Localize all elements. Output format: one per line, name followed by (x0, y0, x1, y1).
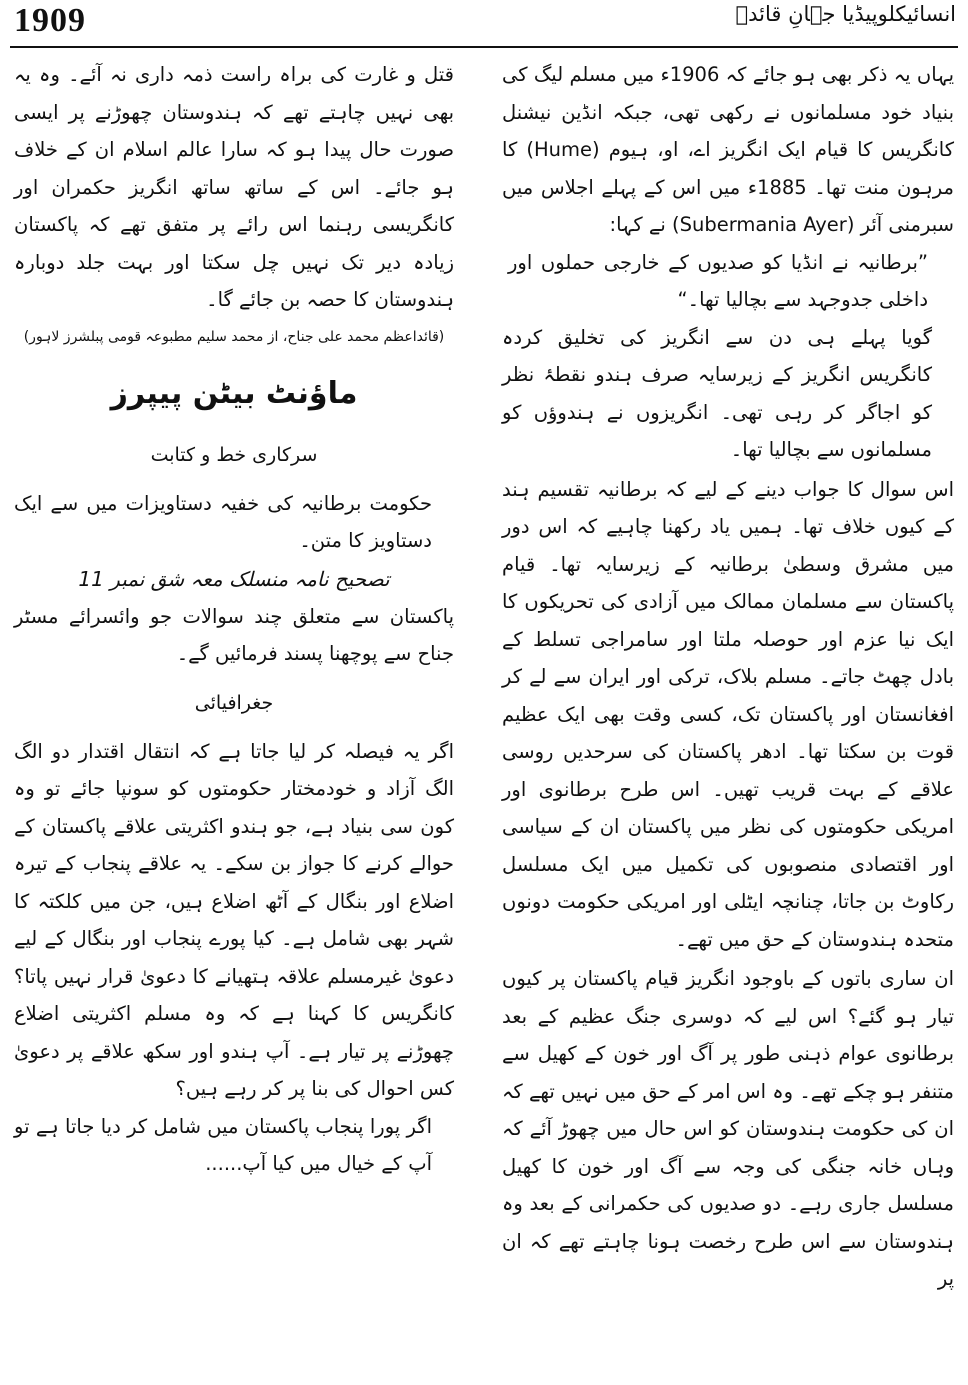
citation: (قائداعظم محمد علی جناح، از محمد سلیم مطبوعہ قومی پبلشرز لاہور) (23, 328, 445, 345)
paragraph: اس سوال کا جواب دینے کے لیے کہ برطانیہ تقسیم ہند کے کیوں خلاف تھا۔ ہمیں یاد رکھنا چاہیے کہ اس دور میں مشرق وسطیٰ برطانیہ کے زیرسایہ تھا۔ قیام پاکستان سے مسلمان ممالک میں آزادی کی تحریکوں کا ایک نیا عزم اور حوصلہ ملتا اور سامراجی تسلط کے بادل چھٹ جاتے۔ مسلم بلاک، ترکی اور ایران سے لے کر افغانستان اور پاکستان تک، کسی وقت بھی ایک عظیم قوت بن سکتا تھا۔ ادھر پاکستان کی سرحدیں روسی علاقے کے بہت قریب تھیں۔ اس طرح برطانوی اور امریکی حکومتوں کی نظر میں پاکستان ان کے سیاسی اور اقتصادی منصوبوں کی تکمیل میں ایک مسلسل رکاوٹ بن جاتا، چنانچہ ایٹلی اور امریکی حکومت دونوں متحدہ ہندوستان کے حق میں تھے۔ (502, 477, 954, 951)
paragraph: اگر یہ فیصلہ کر لیا جاتا ہے کہ انتقال اقتدار دو الگ الگ آزاد و خودمختار حکومتوں کو سونپا جائے تو وہ کون سی بنیاد ہے، جو ہندو اکثریتی علاقے پاکستان کے حوالے کرنے کا جواز بن سکے۔ یہ علاقے پنجاب کے تیرہ اضلاع اور بنگال کے آٹھ اضلاع ہیں، جن میں کلکتہ کا شہر بھی شامل ہے۔ کیا پورے پنجاب اور بنگال کے لیے دعویٰ غیرمسلم علاقہ ہتھیانے کا دعویٰ قرار نہیں پاتا؟ کانگریس کا کہنا ہے کہ وہ مسلم اکثریتی اضلاع چھوڑنے پر تیار ہے۔ آپ ہندو اور سکھ علاقے پر دعویٰ کس احوال کی بنا پر کر رہے ہیں؟ (14, 739, 454, 1100)
running-title: انسائیکلوپیڈیا جہانِ قائدؒ (735, 2, 956, 26)
section-subheading: جغرافیائی (194, 691, 274, 714)
paragraph: قتل و غارت کی براہ راست ذمہ داری نہ آئے۔ وہ یہ بھی نہیں چاہتے تھے کہ ہندوستان چھوڑنے پر ایسی صورت حال پیدا ہو کہ سارا عالم اسلام ان کے خلاف ہو جائے۔ اس کے ساتھ ساتھ انگریز حکمران اور کانگریسی رہنما اس رائے پر متفق تھے کہ پاکستان زیادہ دیر تک نہیں چل سکتا اور بہت جلد دوبارہ ہندوستان کا حصہ بن جائے گا۔ (14, 63, 454, 311)
header-rule (10, 46, 958, 48)
paragraph: پاکستان سے متعلق چند سوالات جو وائسرائے مسٹر جناح سے پوچھنا پسند فرمائیں گے۔ (14, 604, 454, 665)
paragraph: گویا پہلے ہی دن سے انگریز کی تخلیق کردہ کانگریس انگریز کے زیرسایہ صرف ہندو نقطۂ نظر کو اجاگر کر رہی تھی۔ انگریزوں نے ہندوؤں کو مسلمانوں سے بچالیا تھا۔ (502, 325, 932, 461)
left-column (14, 56, 454, 1183)
quote: ”برطانیہ نے انڈیا کو صدیوں کے خارجی حملوں اور داخلی جدوجہد سے بچالیا تھا۔“ (508, 250, 928, 311)
section-heading: ماؤنٹ بیٹن پیپرز (110, 375, 358, 411)
paragraph: حکومت برطانیہ کی خفیہ دستاویزات میں سے ایک دستاویز کا متن۔ (14, 491, 432, 552)
paragraph: اگر پورا پنجاب پاکستان میں شامل کر دیا جاتا ہے تو آپ کے خیال میں کیا آپ...... (14, 1114, 432, 1175)
sub-note: تصحیح نامہ منسلک معہ شق نمبر 11 (78, 566, 390, 591)
paragraph: ان ساری باتوں کے باوجود انگریز قیام پاکستان پر کیوں تیار ہو گئے؟ اس لیے کہ دوسری جنگ عظیم کے بعد برطانوی عوام ذہنی طور پر آگ اور خون کے کھیل سے متنفر ہو چکے تھے۔ وہ اس امر کے حق میں نہیں تھے کہ ان کی حکومت ہندوستان کو اس حال میں چھوڑ آئے کہ وہاں خانہ جنگی کی وجہ سے آگ اور خون کا کھیل مسلسل جاری رہے۔ دو صدیوں کی حکمرانی کے بعد وہ ہندوستان سے اس طرح رخصت ہونا چاہتے تھے کہ ان پر (502, 967, 954, 1290)
right-column (502, 56, 954, 1298)
page-number: 1909 (14, 2, 86, 39)
paragraph: یہاں یہ ذکر بھی ہو جائے کہ 1906ء میں مسلم لیگ کی بنیاد خود مسلمانوں نے رکھی تھی، جبکہ انڈین نیشنل کانگریس کا قیام ایک انگریز اے، او، ہیوم (Hume) کا مرہون منت تھا۔ 1885ء میں اس کے پہلے اجلاس میں سبرمنی آئر (Subermania Ayer) نے کہا: (502, 63, 955, 236)
section-subheading: سرکاری خط و کتابت (150, 443, 318, 466)
